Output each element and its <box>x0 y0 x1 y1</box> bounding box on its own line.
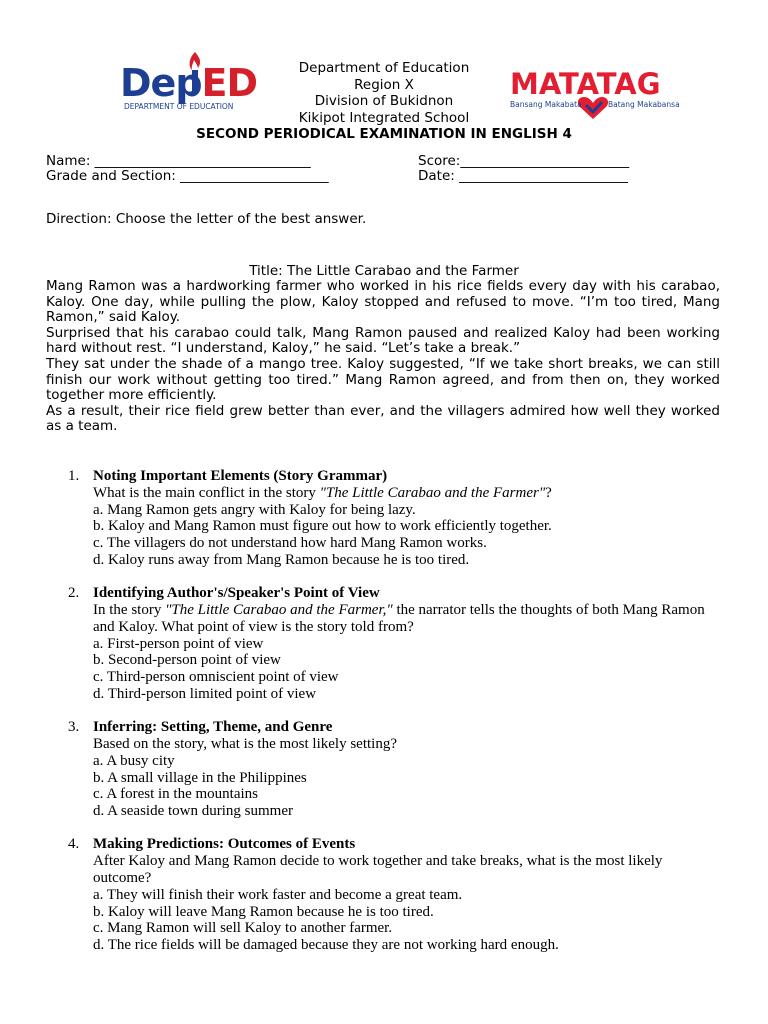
question-stem: What is the main conflict in the story "The Little Carabao and the Farmer"? <box>93 484 552 501</box>
choice-a: a. A busy city <box>93 752 175 769</box>
story-title: Title: The Little Carabao and the Farmer <box>249 263 519 279</box>
choice-c: c. Third-person omniscient point of view <box>93 669 339 686</box>
choice-b: b. Kaloy and Mang Ramon must figure out how to work efficiently together. <box>93 518 552 535</box>
deped-subtitle: DEPARTMENT OF EDUCATION <box>124 102 234 111</box>
matatag-tagline-right: Batang Makabansa <box>608 100 680 109</box>
name-field: Name: ________________________________ <box>46 153 311 169</box>
question-item <box>68 719 718 820</box>
choice-b: b. Kaloy will leave Mang Ramon because he is too tired. <box>93 903 434 920</box>
question-item <box>68 468 718 569</box>
matatag-tagline-left: Bansang Makabata <box>510 100 582 109</box>
choice-c: c. A forest in the mountains <box>93 786 258 803</box>
header-line-region: Region X <box>354 76 414 93</box>
header-line-department: Department of Education <box>298 60 470 76</box>
question-title: Noting Important Elements (Story Grammar) <box>93 468 388 484</box>
question-number: 1. <box>68 468 80 484</box>
choice-a: a. They will finish their work faster and become a great team. <box>93 886 463 903</box>
choice-c: c. Mang Ramon will sell Kaloy to another farmer. <box>93 920 393 937</box>
exam-title: SECOND PERIODICAL EXAMINATION IN ENGLISH 4 <box>196 126 572 142</box>
matatag-wordmark: MATATAG <box>510 67 661 101</box>
deped-wordmark: DepED <box>120 61 258 105</box>
question-item <box>68 836 718 954</box>
question-title: Inferring: Setting, Theme, and Genre <box>93 719 333 736</box>
choice-d: d. Third-person limited point of view <box>93 685 317 702</box>
story-paragraph: Surprised that his carabao could talk, Mang Ramon paused and realized Kaloy had been working hard without rest. “I understand, Kaloy,” he said. “Let’s take a break.” <box>46 324 720 357</box>
question-list <box>68 468 718 970</box>
choice-d: d. A seaside town during summer <box>93 803 293 820</box>
question-number: 3. <box>68 719 80 736</box>
matatag-logo <box>510 67 680 120</box>
story-body <box>46 279 720 435</box>
question-title: Making Predictions: Outcomes of Events <box>93 836 356 853</box>
question-number: 2. <box>68 585 80 602</box>
choice-b: b. Second-person point of view <box>93 652 281 669</box>
question-number: 4. <box>68 836 80 853</box>
direction-text: Direction: Choose the letter of the best answer. <box>46 211 367 227</box>
choice-d: d. The rice fields will be damaged because they are not working hard enough. <box>93 937 559 954</box>
question-title: Identifying Author's/Speaker's Point of View <box>93 585 380 602</box>
choice-d: d. Kaloy runs away from Mang Ramon because he is too tired. <box>93 551 470 568</box>
document-header <box>0 52 768 148</box>
choice-b: b. A small village in the Philippines <box>93 769 307 786</box>
choice-c: c. The villagers do not understand how hard Mang Ramon works. <box>93 535 487 552</box>
question-item <box>68 585 718 703</box>
story-paragraph: As a result, their rice field grew better than ever, and the villagers admired how well they worked as a team. <box>46 402 720 435</box>
choice-a: a. First-person point of view <box>93 635 264 652</box>
date-field: Date: _________________________ <box>418 168 628 184</box>
score-field: Score:_________________________ <box>418 153 630 169</box>
question-stem: After Kaloy and Mang Ramon decide to work together and take breaks, what is the most likely outcome? <box>93 853 663 886</box>
header-line-school: Kikipot Integrated School <box>298 109 470 126</box>
question-stem: In the story "The Little Carabao and the Farmer," the narrator tells the thoughts of both Mang Ramon and Kaloy. What point of view is the story told from? <box>93 601 705 635</box>
header-line-division: Division of Bukidnon <box>314 93 454 109</box>
grade-section-field: Grade and Section: ______________________ <box>46 168 329 184</box>
story-paragraph: Mang Ramon was a hardworking farmer who worked in his rice fields every day with his carabao, Kaloy. One day, while pulling the plow, Kaloy stopped and refused to move. “I’m too tired, Mang Ramon,” said Kaloy. <box>46 278 720 326</box>
question-stem: Based on the story, what is the most likely setting? <box>93 735 397 752</box>
choice-a: a. Mang Ramon gets angry with Kaloy for being lazy. <box>93 501 416 518</box>
story-paragraph: They sat under the shade of a mango tree. Kaloy suggested, “If we take short breaks, we can still finish our work without getting too tired.” Mang Ramon agreed, and from then on, they worked together more efficiently. <box>46 355 720 404</box>
